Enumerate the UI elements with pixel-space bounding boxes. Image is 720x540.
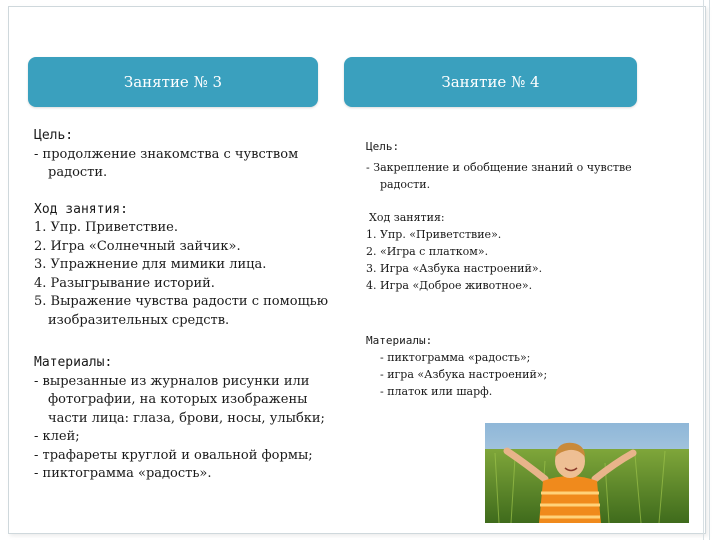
goal-label: Цель: [34, 128, 74, 143]
materials-item: - трафареты круглой и овальной формы; [34, 447, 313, 463]
step-4: 4. Разыгрывание историй. [34, 275, 215, 291]
step-5: 5. Выражение чувства радости с помощью [34, 294, 329, 309]
materials-item-cont: фотографии, на которых изображены [48, 392, 308, 407]
goal-label: Цель: [366, 140, 400, 153]
lesson-4-content [366, 138, 666, 400]
materials-item-cont: части лица: глаза, брови, носы, улыбки; [48, 410, 325, 426]
step-1: 1. Упр. Приветствие. [34, 220, 178, 235]
step-1: 1. Упр. «Приветствие». [366, 228, 502, 241]
corner-decoration [692, 0, 714, 540]
step-2: 2. Игра «Солнечный зайчик». [34, 238, 241, 254]
step-3: 3. Упражнение для мимики лица. [34, 257, 267, 272]
happy-boy-photo [485, 423, 689, 523]
lesson-3-header: Занятие № 3 [28, 57, 318, 107]
materials-item: - пиктограмма «радость»; [380, 351, 531, 364]
course-label: Ход занятия: [369, 211, 445, 224]
step-5-cont: изобразительных средств. [48, 312, 230, 328]
materials-item: - платок или шарф. [380, 385, 493, 398]
materials-label: Материалы: [366, 334, 433, 347]
materials-item: - пиктограмма «радость». [34, 466, 212, 481]
step-2: 2. «Игра с платком». [366, 245, 489, 258]
step-4: 4. Игра «Доброе животное». [366, 279, 533, 292]
course-label: Ход занятия: [34, 201, 128, 217]
goal-text-cont: радости. [48, 165, 108, 180]
materials-item: - клей; [34, 429, 80, 444]
lesson-4-header: Занятие № 4 [344, 57, 637, 107]
materials-item: - вырезанные из журналов рисунки или [34, 373, 310, 389]
step-3: 3. Игра «Азбука настроений». [366, 262, 543, 275]
materials-item: - игра «Азбука настроений»; [380, 368, 548, 381]
goal-text-cont: радости. [380, 178, 431, 191]
goal-text: - продолжение знакомства с чувством [34, 146, 299, 162]
materials-label: Материалы: [34, 355, 113, 370]
goal-text: - Закрепление и обобщение знаний о чувстве [366, 161, 632, 174]
lesson-3-content [34, 127, 334, 484]
